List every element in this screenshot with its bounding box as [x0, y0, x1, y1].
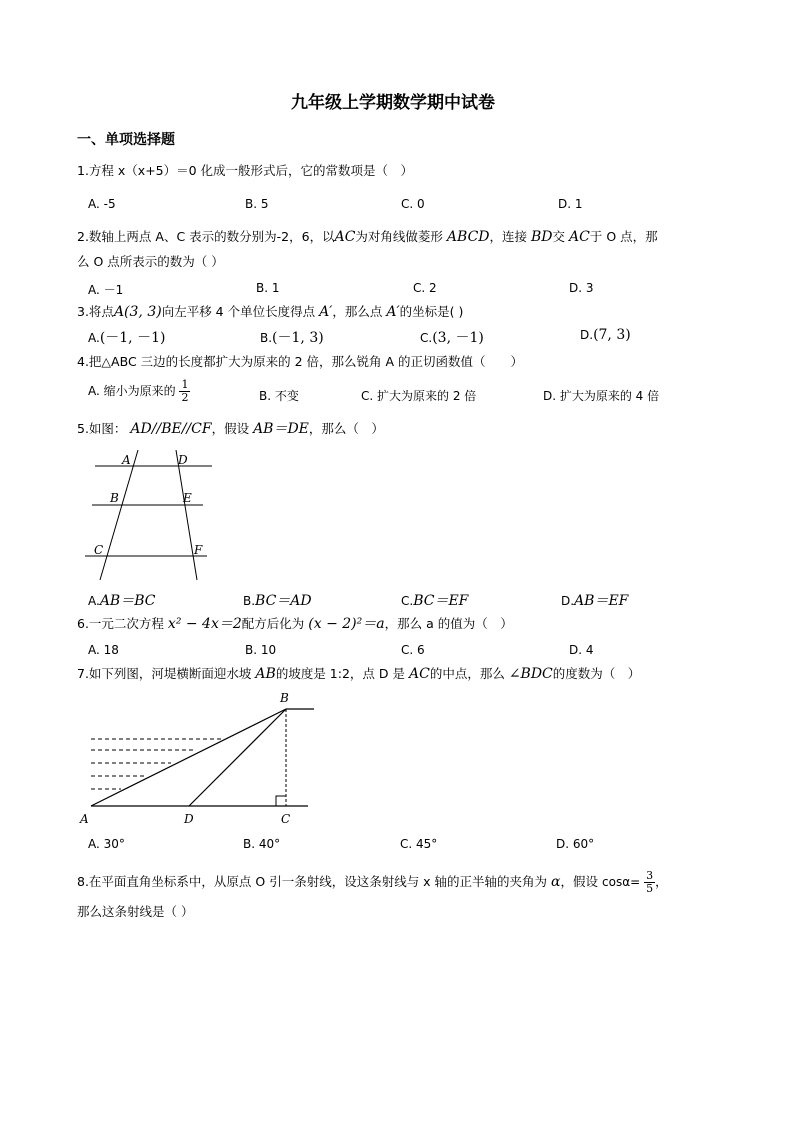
q5-math-equal: AB＝DE	[253, 421, 309, 437]
q8-text-1: 8.在平面直角坐标系中，从原点 O 引一条射线，设这条射线与 x 轴的正半轴的夹角为	[77, 874, 548, 889]
q7-option-a[interactable]: A. 30°	[88, 837, 125, 851]
q3-option-b-math: (－1, 3)	[272, 330, 324, 346]
question-8-stem	[77, 870, 668, 895]
q1-option-a[interactable]: A. -5	[88, 197, 116, 211]
q6-text-3: ，那么 a 的值为（ ）	[384, 616, 513, 631]
q5-option-a-math: AB＝BC	[99, 593, 156, 609]
slope-ab	[91, 709, 286, 806]
q7-embankment-figure	[76, 688, 326, 830]
label-c: C	[94, 543, 104, 557]
q5-option-d-label: D.	[561, 594, 575, 608]
q8-math-cos: cosα=	[602, 875, 641, 889]
label-e: E	[183, 491, 192, 505]
q4-option-a[interactable]	[88, 379, 190, 404]
q3-text-4: 的坐标是( )	[399, 304, 464, 319]
q4-option-a-fraction	[179, 379, 190, 404]
q3-option-d-math: (7, 3)	[593, 327, 631, 343]
question-5-stem	[77, 419, 384, 439]
q6-math-completed-square: (x − 2)²＝a	[308, 616, 385, 632]
q4-option-d[interactable]: D. 扩大为原来的 4 倍	[543, 389, 660, 403]
q8-fraction	[644, 870, 655, 895]
q7-option-d[interactable]: D. 60°	[556, 837, 595, 851]
q3-math-point-a: A(3, 3)	[113, 304, 162, 320]
label-d: D	[184, 812, 194, 826]
q2-option-c[interactable]: C. 2	[413, 281, 437, 295]
q8-text-3: ，	[655, 874, 668, 889]
q3-option-c-math: (3, －1)	[432, 330, 484, 346]
q5-text-3: ，那么（ ）	[308, 421, 384, 436]
q3-option-a-math: (－1, －1)	[99, 330, 166, 346]
question-8-stem-line2: 那么这条射线是（ ）	[77, 904, 194, 919]
q5-option-d[interactable]	[561, 590, 628, 610]
q4-option-a-text: A. 缩小为原来的	[88, 384, 176, 398]
label-a: A	[122, 453, 131, 467]
question-7-stem	[77, 664, 640, 684]
q2-math-ac-2: AC	[569, 229, 590, 245]
question-1-stem: 1.方程 x（x+5）＝0 化成一般形式后，它的常数项是（ ）	[77, 163, 414, 178]
q7-option-c[interactable]: C. 45°	[400, 837, 438, 851]
q5-option-b[interactable]	[243, 590, 312, 610]
label-b: B	[110, 491, 119, 505]
q7-text-1: 7.如下列图，河堤横断面迎水坡	[77, 666, 252, 681]
q6-option-d[interactable]: D. 4	[569, 643, 594, 657]
q5-parallel-lines-figure	[80, 448, 220, 584]
q5-option-c[interactable]	[401, 590, 468, 610]
label-b: B	[280, 691, 289, 705]
q1-option-b[interactable]: B. 5	[245, 197, 269, 211]
q3-math-a-prime: A′	[319, 304, 333, 320]
q7-text-4: 的度数为（ ）	[552, 666, 641, 681]
q7-math-angle: ∠BDC	[508, 666, 553, 682]
q5-text-1: 5.如图：	[77, 421, 127, 436]
q5-option-b-label: B.	[243, 594, 256, 608]
q2-math-bd: BD	[531, 229, 553, 245]
q2-text-2: 为对角线做菱形	[355, 229, 443, 244]
q3-text-3: ，那么点	[332, 304, 383, 319]
q5-math-parallel: AD//BE//CF	[130, 421, 212, 437]
q5-option-b-math: BC＝AD	[255, 593, 312, 609]
q3-option-b[interactable]	[260, 327, 324, 347]
q6-option-b[interactable]: B. 10	[245, 643, 277, 657]
q3-option-a[interactable]	[88, 327, 165, 347]
q3-option-c-label: C.	[420, 331, 433, 345]
q3-option-d[interactable]	[580, 327, 631, 343]
q5-option-c-math: BC＝EF	[413, 593, 469, 609]
q3-text-1: 3.将点	[77, 304, 114, 319]
q6-option-c[interactable]: C. 6	[401, 643, 425, 657]
q3-option-c[interactable]	[420, 327, 484, 347]
q2-option-a[interactable]: A. －1	[88, 283, 124, 297]
label-a: A	[80, 812, 89, 826]
fraction-numerator: 3	[646, 869, 654, 882]
question-2-stem	[77, 227, 658, 247]
q7-math-ac: AC	[408, 666, 430, 682]
q6-option-a[interactable]: A. 18	[88, 643, 119, 657]
q3-option-b-label: B.	[260, 331, 273, 345]
question-4-stem: 4.把△ABC 三边的长度都扩大为原来的 2 倍，那么锐角 A 的正切函数值（ ）	[77, 354, 524, 369]
label-c: C	[281, 812, 291, 826]
q3-option-a-label: A.	[88, 331, 100, 345]
q2-text-4: 交	[552, 229, 566, 244]
q4-option-b[interactable]: B. 不变	[259, 389, 299, 403]
q1-option-d[interactable]: D. 1	[558, 197, 583, 211]
q2-text-5: 于 O 点，那	[589, 229, 658, 244]
fraction-numerator: 1	[181, 378, 189, 391]
q7-math-ab: AB	[255, 666, 276, 682]
q2-math-abcd: ABCD	[446, 229, 490, 245]
transversal-right	[176, 450, 197, 580]
q1-option-c[interactable]: C. 0	[401, 197, 425, 211]
q2-math-ac: AC	[334, 229, 356, 245]
q7-text-2: 的坡度是 1:2，点 D 是	[275, 666, 405, 681]
segment-bd	[189, 709, 286, 806]
question-3-stem	[77, 302, 463, 322]
q5-option-a[interactable]	[88, 590, 155, 610]
q8-math-alpha: α	[551, 874, 561, 890]
q2-text-1: 2.数轴上两点 A、C 表示的数分别为-2，6，以	[77, 229, 335, 244]
q2-option-d[interactable]: D. 3	[569, 281, 594, 295]
fraction-denominator: 5	[646, 882, 654, 895]
page-title: 九年级上学期数学期中试卷	[291, 93, 495, 113]
q7-text-3: 的中点，那么	[429, 666, 505, 681]
q8-text-2: ，假设	[560, 874, 599, 889]
q2-text-3: ，连接	[489, 229, 528, 244]
q6-math-equation: x² − 4x＝2	[167, 616, 242, 632]
q2-option-b[interactable]: B. 1	[256, 281, 280, 295]
label-d: D	[178, 453, 188, 467]
right-angle-mark	[276, 796, 286, 806]
q5-text-2: ，假设	[211, 421, 250, 436]
question-6-stem	[77, 614, 513, 634]
q5-option-d-math: AB＝EF	[574, 593, 629, 609]
question-2-stem-line2: 么 O 点所表示的数为（ ）	[77, 254, 224, 269]
q6-text-2: 配方后化为	[241, 616, 305, 631]
q5-option-a-label: A.	[88, 594, 100, 608]
q5-option-c-label: C.	[401, 594, 414, 608]
label-f: F	[194, 543, 203, 557]
q4-option-c[interactable]: C. 扩大为原来的 2 倍	[361, 389, 477, 403]
q3-math-a-prime-2: A′	[386, 304, 400, 320]
q6-text-1: 6.一元二次方程	[77, 616, 164, 631]
q7-option-b[interactable]: B. 40°	[243, 837, 281, 851]
section-heading: 一、单项选择题	[77, 132, 175, 148]
fraction-denominator: 2	[181, 391, 189, 404]
q3-option-d-label: D.	[580, 328, 594, 342]
q3-text-2: 向左平移 4 个单位长度得点	[161, 304, 316, 319]
transversal-left	[100, 450, 138, 580]
